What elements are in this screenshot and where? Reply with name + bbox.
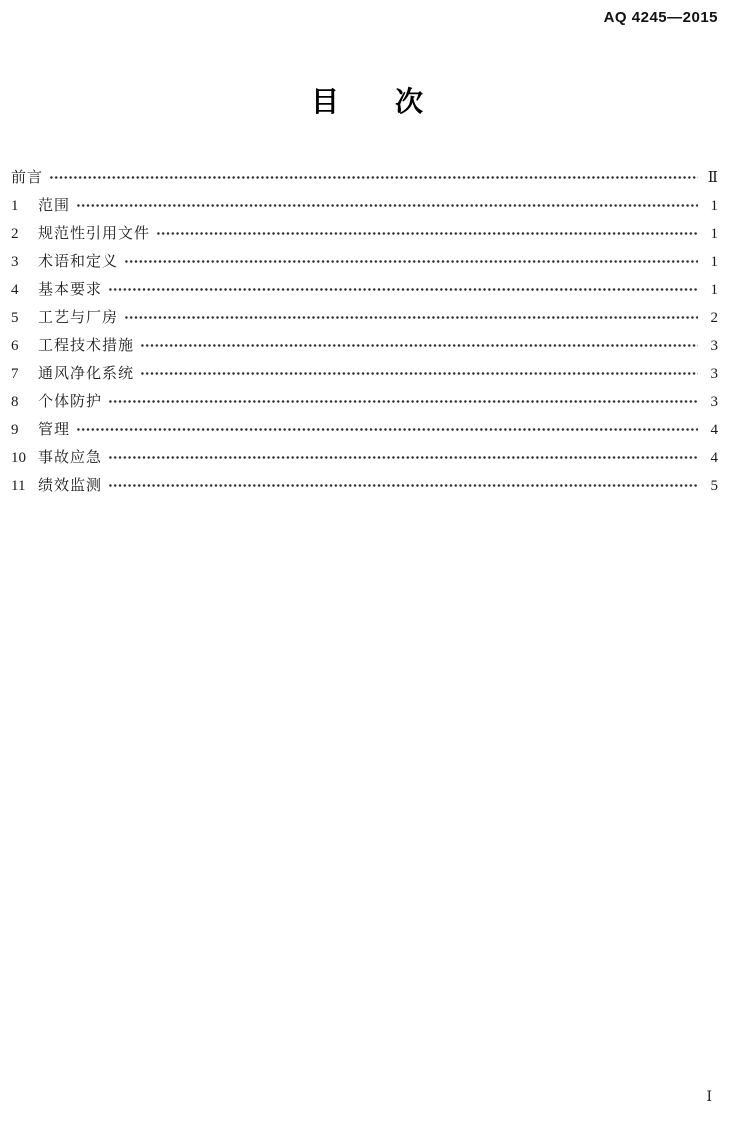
toc-entry [11, 360, 718, 388]
toc-entry-number: 11 [11, 478, 26, 494]
dot-leader [124, 316, 698, 319]
dot-leader [108, 456, 698, 459]
toc-entry [11, 444, 718, 472]
dot-leader [140, 344, 698, 347]
toc-entry-page: 4 [710, 450, 718, 466]
dot-leader [76, 428, 698, 431]
toc-entry [11, 248, 718, 276]
toc-entry-page: 3 [710, 366, 718, 382]
page-number: Ⅰ [706, 1090, 712, 1105]
toc-entry-page: 1 [710, 226, 718, 242]
toc-entry-number: 1 [11, 198, 19, 214]
toc-entry [11, 388, 718, 416]
toc-entry-page: 1 [710, 254, 718, 270]
toc-entry-page: 5 [710, 478, 718, 494]
toc-entry-title: 规范性引用文件 [38, 226, 151, 242]
toc-entry [11, 416, 718, 444]
toc-entry-number: 9 [11, 422, 19, 438]
dot-leader [76, 204, 698, 207]
toc-entry-number: 10 [11, 450, 26, 466]
dot-leader [108, 288, 698, 291]
toc-entry-number: 6 [11, 338, 19, 354]
toc-title: 目 次 [310, 86, 423, 117]
dot-leader [108, 484, 698, 487]
toc-entry-title: 工艺与厂房 [38, 310, 119, 326]
toc-entry-number: 8 [11, 394, 19, 410]
toc-entry [11, 472, 718, 500]
toc-entry-page: 4 [710, 422, 718, 438]
toc-entry-title: 术语和定义 [38, 254, 119, 270]
toc-entry-page: 1 [710, 198, 718, 214]
toc-entry-page: 1 [710, 282, 718, 298]
toc-entry [11, 332, 718, 360]
toc-entry-title: 事故应急 [38, 450, 103, 466]
toc-entry-title: 通风净化系统 [38, 366, 135, 382]
toc-entry-title: 基本要求 [38, 282, 103, 298]
toc-entry-title: 前言 [11, 170, 44, 186]
toc-entry [11, 220, 718, 248]
toc-entry-page: 3 [710, 338, 718, 354]
toc-entry-number: 4 [11, 282, 19, 298]
dot-leader [140, 372, 698, 375]
toc-entry-page: 2 [710, 310, 718, 326]
toc-entry-title: 范围 [38, 198, 71, 214]
toc-entry-page: 3 [710, 394, 718, 410]
toc-entry-title: 个体防护 [38, 394, 103, 410]
dot-leader [156, 232, 698, 235]
toc-entry-title: 工程技术措施 [38, 338, 135, 354]
standard-code: AQ 4245—2015 [603, 9, 718, 26]
toc-entry-title: 绩效监测 [38, 478, 103, 494]
toc-entry [11, 164, 718, 192]
dot-leader [108, 400, 698, 403]
toc-entry-number: 5 [11, 310, 19, 326]
dot-leader [49, 176, 698, 179]
dot-leader [124, 260, 698, 263]
toc-entry-title: 管理 [38, 422, 71, 438]
toc-entry [11, 276, 718, 304]
toc-entry-number: 7 [11, 366, 19, 382]
toc-entry-page: Ⅱ [707, 170, 718, 186]
toc-entry [11, 192, 718, 220]
toc-entry [11, 304, 718, 332]
toc-entry-number: 2 [11, 226, 19, 242]
toc-entry-number: 3 [11, 254, 19, 270]
toc-list [0, 164, 734, 500]
